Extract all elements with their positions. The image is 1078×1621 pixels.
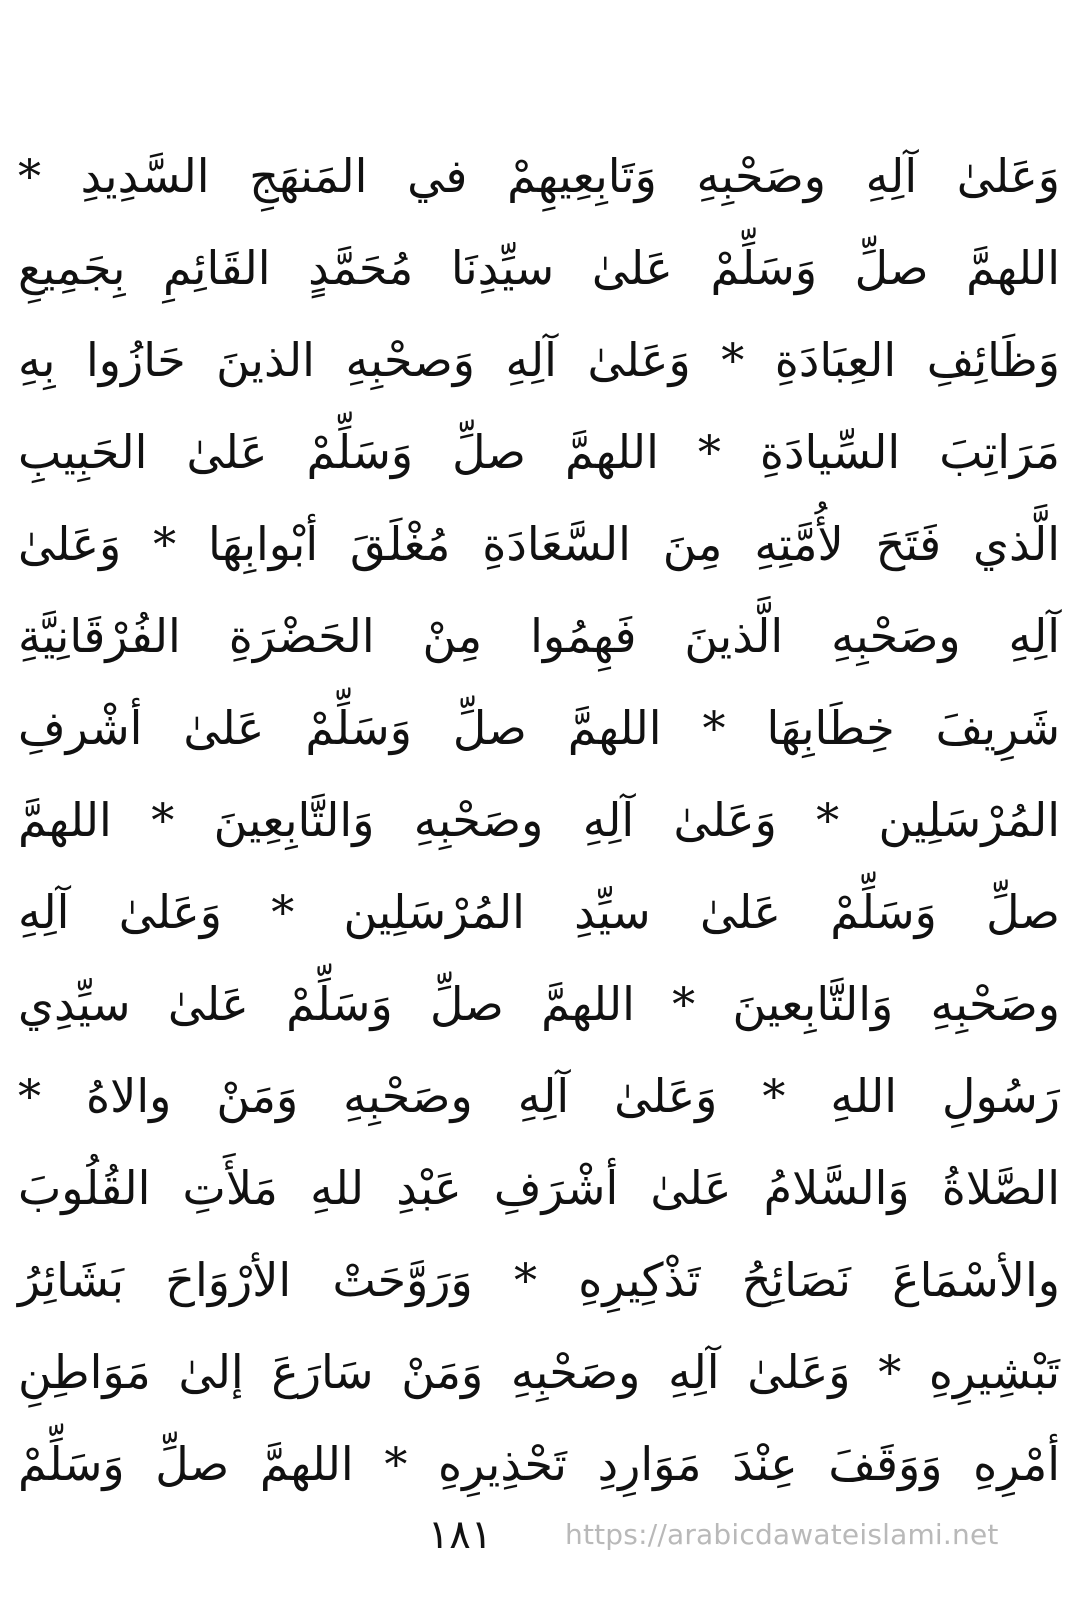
- text-line: رَسُولِ اللهِ * وَعَلىٰ آلِهِ وصَحْبِهِ وَمَنْ والاهُ *: [18, 1069, 1060, 1123]
- page-number: ١٨١: [427, 1512, 493, 1558]
- text-line: المُرْسَلِين * وَعَلىٰ آلِهِ وصَحْبِهِ وَالتَّابِعِينَ * اللهمَّ: [18, 793, 1060, 847]
- text-line: الصَّلاةُ وَالسَّلامُ عَلىٰ أشْرَفِ عَبْدِ للهِ مَلأَتِ القُلُوبَ: [18, 1161, 1060, 1215]
- text-line: صلِّ وَسَلِّمْ عَلىٰ سيِّدِ المُرْسَلِين * وَعَلىٰ آلِهِ: [18, 885, 1060, 939]
- text-line: وصَحْبِهِ وَالتَّابِعينَ * اللهمَّ صلِّ وَسَلِّمْ عَلىٰ سيِّدِي: [18, 977, 1060, 1031]
- text-line: أمْرِهِ وَوَقَفَ عِنْدَ مَوَارِدِ تَحْذِيرِهِ * اللهمَّ صلِّ وَسَلِّمْ: [18, 1437, 1060, 1491]
- text-line: والأسْمَاعَ نَصَائِحُ تَذْكِيرِهِ * وَرَوَّحَتْ الأرْوَاحَ بَشَائِرُ: [18, 1253, 1060, 1307]
- text-line: مَرَاتِبَ السِّيادَةِ * اللهمَّ صلِّ وَسَلِّمْ عَلىٰ الحَبِيبِ: [18, 425, 1060, 479]
- arabic-text-block: [18, 130, 1060, 1510]
- text-line: وَظَائِفِ العِبَادَةِ * وَعَلىٰ آلِهِ وَصحْبِهِ الذينَ حَازُوا بِهِ: [18, 333, 1060, 387]
- text-line: تَبْشِيرِهِ * وَعَلىٰ آلِهِ وصَحْبِهِ وَمَنْ سَارَعَ إلىٰ مَوَاطِنِ: [18, 1345, 1060, 1399]
- text-line: الَّذي فَتَحَ لأُمَّتِهِ مِنَ السَّعَادَةِ مُغْلَقَ أبْوابِهَا * وَعَلىٰ: [18, 517, 1060, 571]
- text-line: آلِهِ وصَحْبِهِ الَّذينَ فَهِمُوا مِنْ الحَضْرَةِ الفُرْقَانِيَّةِ: [18, 609, 1060, 663]
- watermark-url: https://arabicdawateislami.net: [565, 1518, 999, 1551]
- text-line: شَرِيفَ خِطَابِهَا * اللهمَّ صلِّ وَسَلِّمْ عَلىٰ أشْرفِ: [18, 701, 1060, 755]
- text-line: اللهمَّ صلِّ وَسَلِّمْ عَلىٰ سيِّدِنَا مُحَمَّدٍ القَائِمِ بِجَمِيعِ: [18, 241, 1060, 295]
- text-line: وَعَلىٰ آلِهِ وصَحْبِهِ وَتَابِعِيهِمْ في المَنهَجِ السَّدِيدِ *: [18, 149, 1060, 203]
